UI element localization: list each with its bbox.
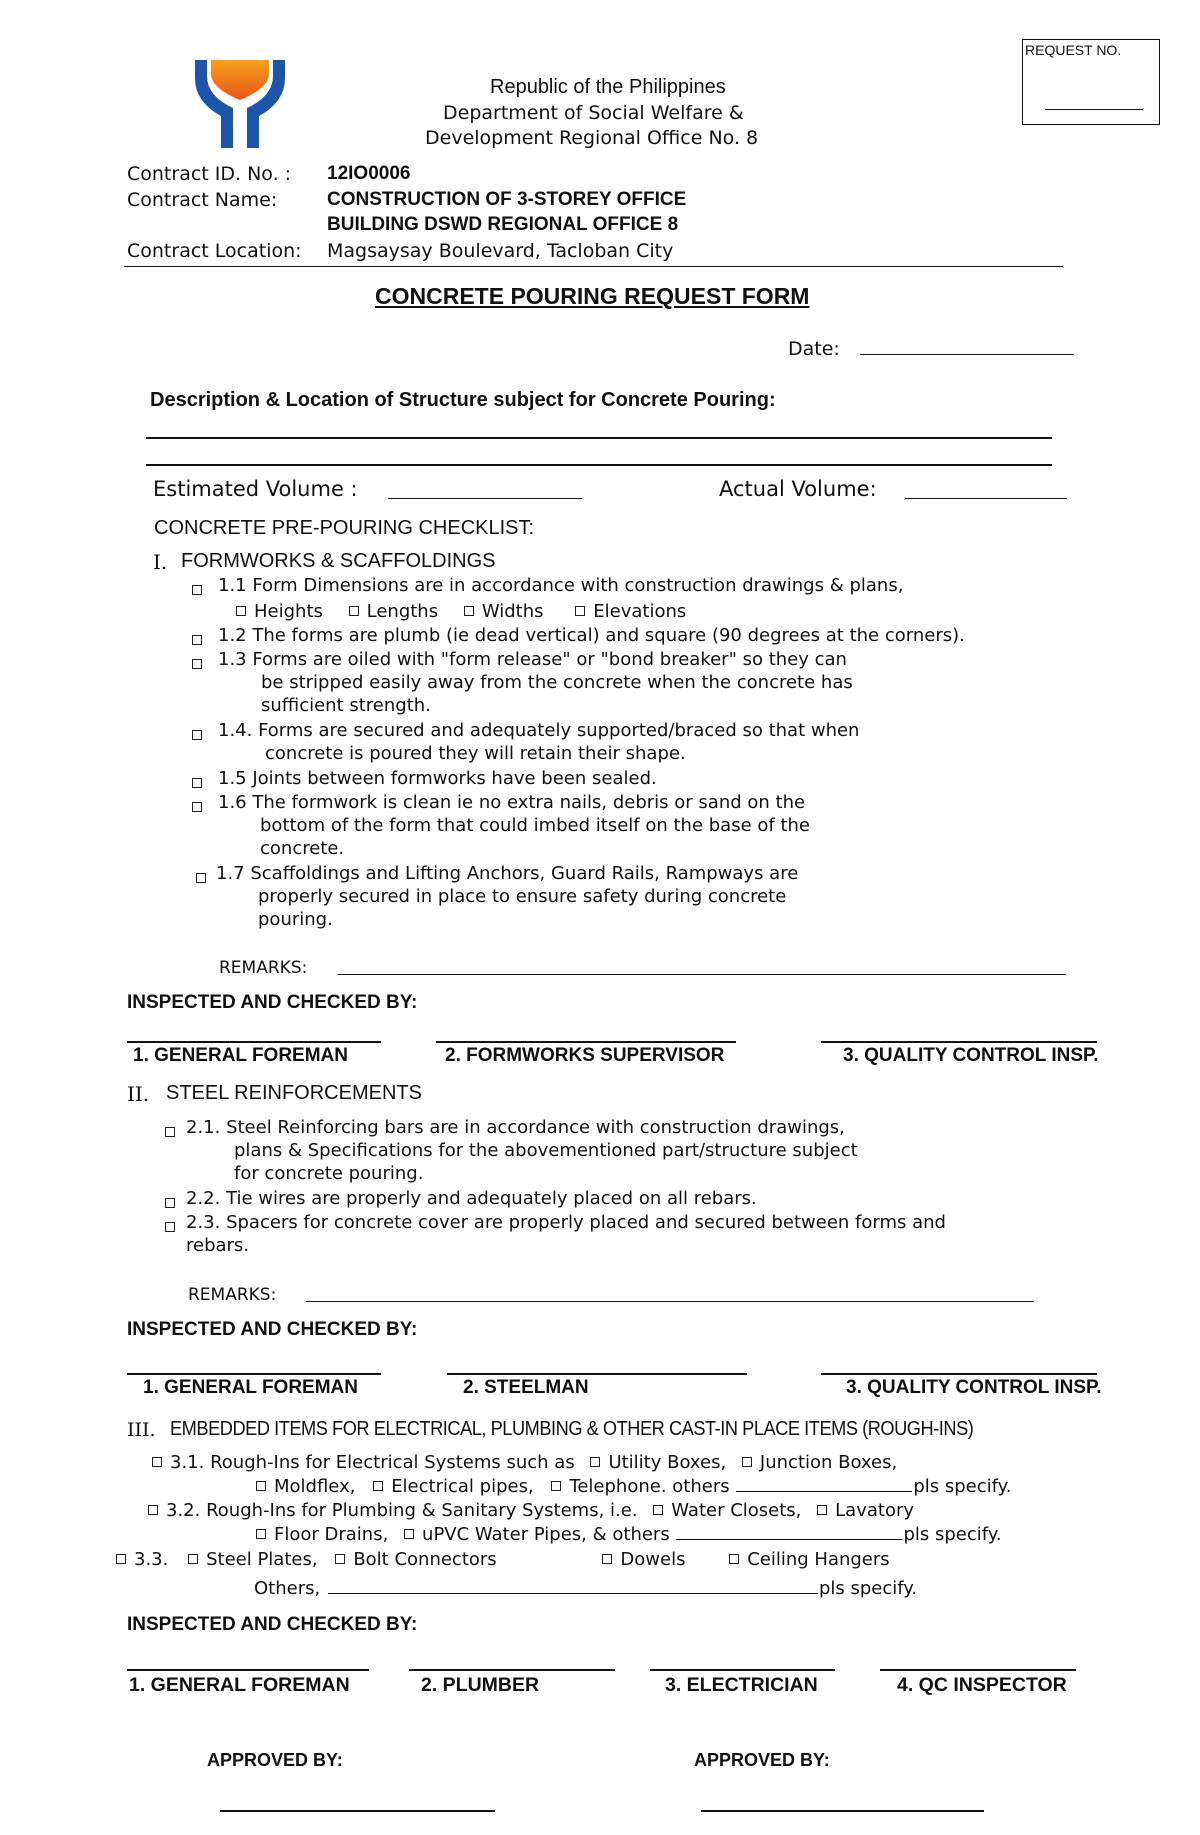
item-2-3: 2.3. Spacers for concrete cover are properly placed and secured between forms and [186,1212,946,1233]
section2-sig-steelman: 2. STEELMAN [463,1377,589,1398]
checkbox-junction-boxes[interactable] [742,1457,752,1467]
section3-sig-line-4[interactable] [880,1669,1076,1671]
item-1-3-cont1: be stripped easily away from the concrete when the concrete has [261,672,853,693]
section3-sig-plumber: 2. PLUMBER [421,1674,540,1696]
checkbox-steel-plates[interactable] [188,1554,198,1564]
section3-row3 [148,1500,914,1521]
item-1-6-cont1: bottom of the form that could imbed itself on the base of the [260,815,810,836]
section3-sig-foreman: 1. GENERAL FOREMAN [129,1674,350,1696]
section1-inspected-label: INSPECTED AND CHECKED BY: [127,992,418,1013]
header-republic: Republic of the Philippines [490,76,726,98]
checkbox-2-1[interactable] [165,1127,175,1137]
item-3-1: 3.1. Rough-Ins for Electrical Systems such as [170,1452,575,1473]
subitem-elevations: Elevations [593,601,687,622]
subitem-widths: Widths [481,601,544,622]
section2-title: STEEL REINFORCEMENTS [166,1082,422,1104]
date-label: Date: [788,338,840,360]
request-number-label: REQUEST NO. [1025,42,1122,58]
section1-title: FORMWORKS & SCAFFOLDINGS [181,550,496,572]
checkbox-3-1[interactable] [152,1457,162,1467]
item-2-2: 2.2. Tie wires are properly and adequately placed on all rebars. [186,1188,757,1209]
section3-inspected-label: INSPECTED AND CHECKED BY: [127,1614,418,1635]
section1-sig-line-3[interactable] [821,1041,1097,1043]
item-1-4: 1.4. Forms are secured and adequately supported/braced so that when [218,720,860,741]
item-1-3-cont2: sufficient strength. [261,695,431,716]
subitem-heights: Heights [254,601,323,622]
approved-by-right: APPROVED BY: [694,1750,830,1770]
section1-subitems [236,601,686,622]
item-telephone-others: Telephone. others [569,1476,730,1497]
checkbox-3-3[interactable] [116,1554,126,1564]
request-number-line[interactable] [1045,109,1143,110]
section3-row5 [116,1549,890,1570]
section1-sig-qc: 3. QUALITY CONTROL INSP. [843,1045,1099,1066]
request-number-box [1022,39,1160,125]
header-divider [124,266,1063,267]
checkbox-2-2[interactable] [165,1198,175,1208]
item-moldflex: Moldflex, [274,1476,356,1497]
item-2-1-cont1: plans & Specifications for the abovementioned part/structure subject [234,1140,858,1161]
checkbox-telephone[interactable] [551,1481,561,1491]
checkbox-bolt-connectors[interactable] [335,1554,345,1564]
dswd-logo [193,58,287,150]
item-2-3-cont: rebars. [186,1235,250,1256]
item-2-1: 2.1. Steel Reinforcing bars are in accordance with construction drawings, [186,1117,845,1138]
logo-heart [211,60,269,100]
section2-sig-line-3[interactable] [821,1373,1097,1375]
contract-name-line1: CONSTRUCTION OF 3-STOREY OFFICE [327,189,687,210]
logo-graphic [193,58,287,150]
header-department: Department of Social Welfare & [443,102,744,124]
section1-sig-line-1[interactable] [127,1041,381,1043]
checkbox-1-1[interactable] [192,585,202,595]
item-1-7: 1.7 Scaffoldings and Lifting Anchors, Guard Rails, Rampways are [216,863,799,884]
section1-sig-line-2[interactable] [436,1041,736,1043]
checkbox-dowels[interactable] [602,1554,612,1564]
subitem-lengths: Lengths [366,601,439,622]
section2-sig-qc: 3. QUALITY CONTROL INSP. [846,1377,1102,1398]
checkbox-heights[interactable] [236,606,246,616]
section3-sig-qc: 4. QC INSPECTOR [897,1674,1067,1696]
section3-row4 [256,1524,1002,1545]
item-1-6: 1.6 The formwork is clean ie no extra nails, debris or sand on the [218,792,806,813]
section3-row2 [256,1476,1011,1497]
item-3-3: 3.3. [134,1549,169,1570]
section2-numeral: II. [127,1082,150,1106]
estimated-volume-field[interactable] [388,498,582,499]
checkbox-ceiling-hangers[interactable] [729,1554,739,1564]
form-title: CONCRETE POURING REQUEST FORM [375,283,810,309]
others-pls-specify: pls specify. [818,1578,918,1599]
actual-volume-field[interactable] [905,498,1067,499]
checkbox-elevations[interactable] [575,606,585,616]
description-line-2[interactable] [146,464,1052,466]
item-1-7-cont2: pouring. [258,909,333,930]
section2-remarks-label: REMARKS: [188,1285,277,1305]
item-ceiling-hangers: Ceiling Hangers [747,1549,890,1570]
item-2-1-cont2: for concrete pouring. [234,1163,424,1184]
contract-id-label: Contract ID. No. : [127,163,292,185]
checkbox-widths[interactable] [464,606,474,616]
checkbox-1-6[interactable] [192,802,202,812]
contract-name-line2: BUILDING DSWD REGIONAL OFFICE 8 [327,214,679,235]
checkbox-lengths[interactable] [349,606,359,616]
item-junction-boxes: Junction Boxes, [759,1452,898,1473]
section2-inspected-label: INSPECTED AND CHECKED BY: [127,1319,418,1340]
item-steel-plates: Steel Plates, [206,1549,318,1570]
contract-location-value: Magsaysay Boulevard, Tacloban City [327,240,674,262]
plumbing-pls-specify: pls specify. [903,1524,1002,1545]
estimated-volume-label: Estimated Volume : [153,477,358,501]
approved-by-left: APPROVED BY: [207,1750,343,1770]
item-water-closets: Water Closets, [671,1500,802,1521]
item-1-1: 1.1 Form Dimensions are in accordance with construction drawings & plans, [218,575,904,596]
checkbox-upvc-pipes[interactable] [404,1529,414,1539]
item-3-2: 3.2. Rough-Ins for Plumbing & Sanitary Systems, i.e. [166,1500,638,1521]
section1-sig-foreman: 1. GENERAL FOREMAN [133,1045,349,1066]
section3-sig-line-2[interactable] [409,1669,615,1671]
others-field[interactable] [328,1593,818,1594]
electrical-pls-specify: pls specify. [913,1476,1012,1497]
section1-sig-formworks: 2. FORMWORKS SUPERVISOR [445,1045,725,1066]
section3-row1 [152,1452,897,1473]
actual-volume-label: Actual Volume: [719,477,877,501]
item-1-7-cont1: properly secured in place to ensure safety during concrete [258,886,787,907]
section3-numeral: III. [127,1419,156,1441]
contract-id-value: 12IO0006 [327,163,411,184]
approved-sig-line-left[interactable] [220,1810,495,1812]
checkbox-moldflex[interactable] [256,1481,266,1491]
section1-remarks-label: REMARKS: [219,958,308,978]
item-floor-drains: Floor Drains, [274,1524,389,1545]
section1-numeral: I. [153,550,168,574]
checkbox-2-3[interactable] [165,1222,175,1232]
item-1-2: 1.2 The forms are plumb (ie dead vertical) and square (90 degrees at the corners). [218,625,965,646]
header-regional-office: Development Regional Office No. 8 [425,127,759,149]
description-label: Description & Location of Structure subject for Concrete Pouring: [150,389,776,411]
item-dowels: Dowels [620,1549,686,1570]
section2-sig-line-1[interactable] [127,1373,381,1375]
section2-sig-foreman: 1. GENERAL FOREMAN [143,1377,359,1398]
date-field[interactable] [860,354,1074,355]
contract-name-label: Contract Name: [127,189,278,211]
description-line-1[interactable] [146,437,1052,439]
section3-sig-line-1[interactable] [127,1669,369,1671]
checkbox-lavatory[interactable] [817,1505,827,1515]
item-1-5: 1.5 Joints between formworks have been sealed. [218,768,657,789]
item-bolt-connectors: Bolt Connectors [353,1549,497,1570]
checkbox-water-closets[interactable] [653,1505,663,1515]
checkbox-1-4[interactable] [192,730,202,740]
section3-row6 [254,1578,917,1599]
checkbox-3-2[interactable] [148,1505,158,1515]
checkbox-1-3[interactable] [192,659,202,669]
section3-title: EMBEDDED ITEMS FOR ELECTRICAL, PLUMBING & OTHER CAST-IN PLACE ITEMS (ROUGH-INS) [170,1418,974,1440]
contract-location-label: Contract Location: [127,240,302,262]
section2-remarks-field[interactable] [306,1301,1034,1302]
item-upvc-pipes: uPVC Water Pipes, & others [422,1524,670,1545]
checkbox-1-5[interactable] [192,778,202,788]
item-1-6-cont2: concrete. [260,838,345,859]
checkbox-1-7[interactable] [196,873,206,883]
checkbox-utility-boxes[interactable] [590,1457,600,1467]
approved-sig-line-right[interactable] [701,1810,984,1812]
item-1-4-cont: concrete is poured they will retain their shape. [265,743,686,764]
plumbing-others-field[interactable] [676,1539,902,1540]
section2-sig-line-2[interactable] [447,1373,747,1375]
item-1-3: 1.3 Forms are oiled with "form release" or "bond breaker" so they can [218,649,847,670]
checkbox-electrical-pipes[interactable] [373,1481,383,1491]
item-utility-boxes: Utility Boxes, [608,1452,727,1473]
checkbox-floor-drains[interactable] [256,1529,266,1539]
section1-remarks-field[interactable] [338,974,1066,975]
item-electrical-pipes: Electrical pipes, [391,1476,534,1497]
section3-sig-line-3[interactable] [650,1669,835,1671]
checklist-title: CONCRETE PRE-POURING CHECKLIST: [154,517,535,539]
others-label: Others, [254,1578,321,1599]
checkbox-1-2[interactable] [192,635,202,645]
electrical-others-field[interactable] [736,1491,912,1492]
section3-sig-electrician: 3. ELECTRICIAN [665,1674,818,1696]
item-lavatory: Lavatory [835,1500,915,1521]
